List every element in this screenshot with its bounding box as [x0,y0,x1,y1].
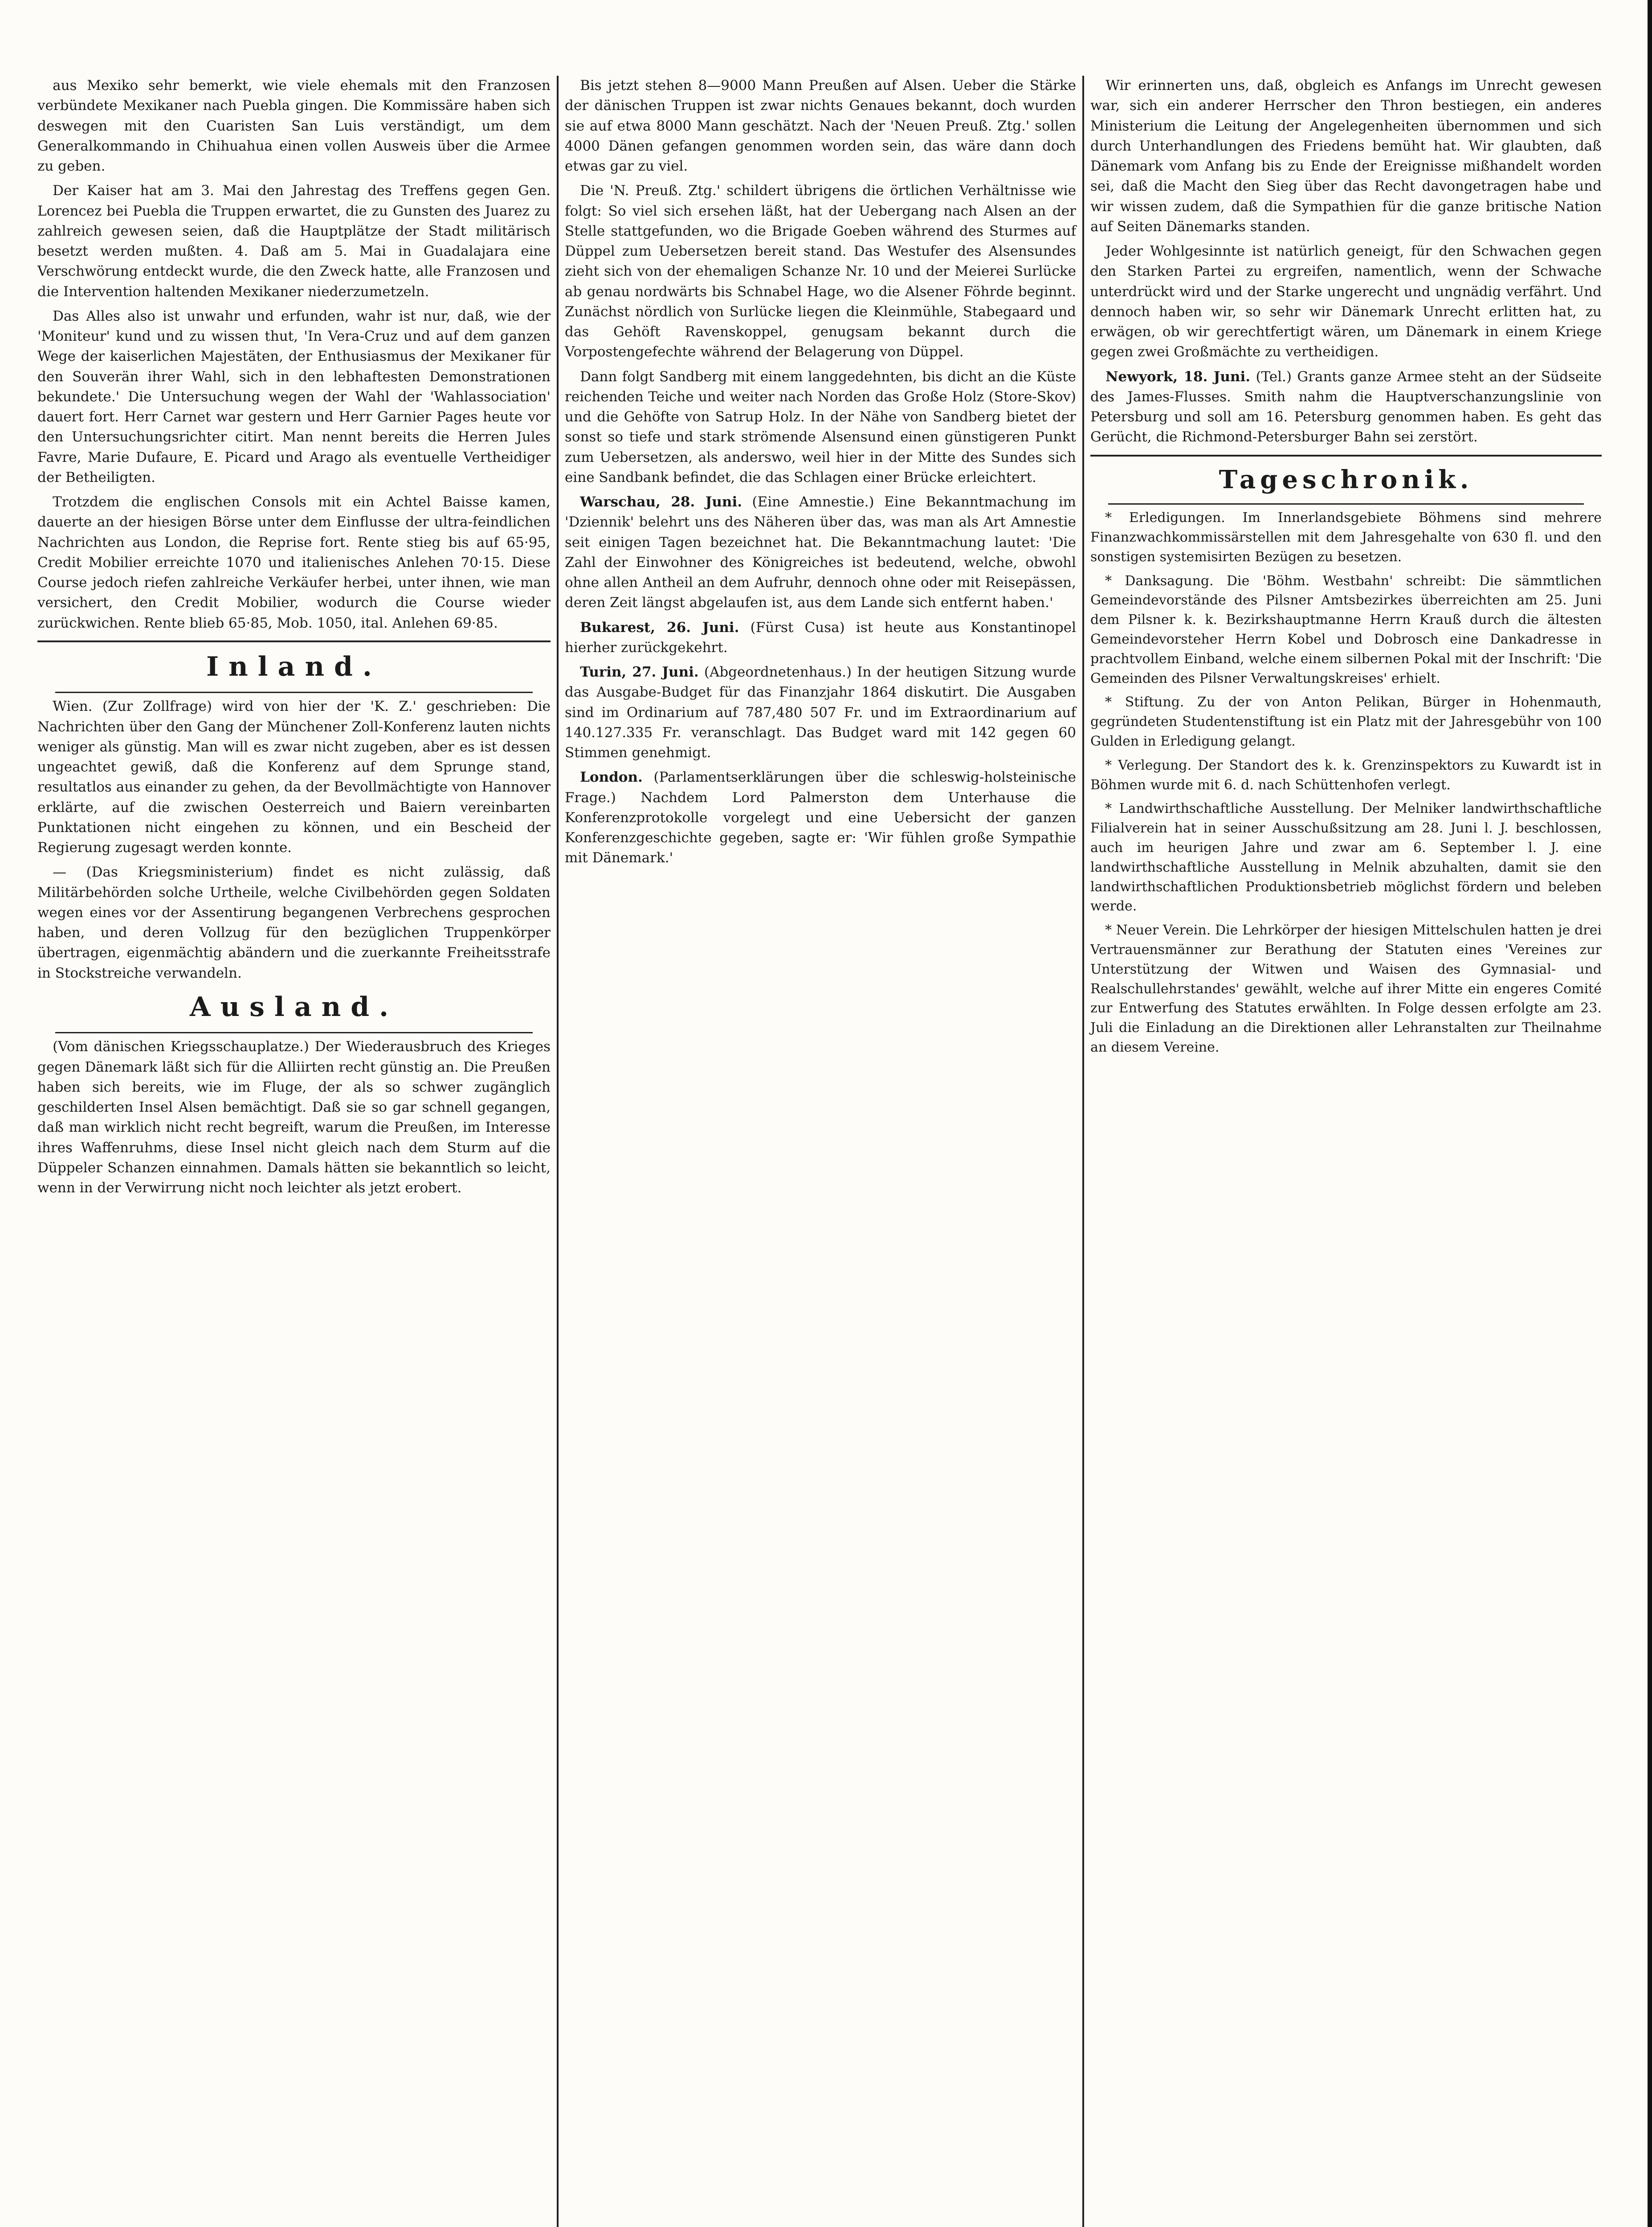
dateline-paragraph [565,492,1076,613]
paragraph: Trotzdem die englischen Consols mit ein Achtel Baisse kamen, dauerte an der hiesigen Börse unter dem Einflusse der ultra-feindlichen Nachrichten aus London, die Reprise fort. Rente stieg bis auf 65·95, Credit Mobilier erreichte 1070 und italienisches Anlehen 70·15. Diese Course jedoch riefen zahlreiche Verkäufer herbei, unter ihnen, wie man versichert, den Credit Mobilier, wodurch die Course wieder zurückwichen. Rente blieb 65·85, Mob. 1050, ital. Anlehen 69·85. [37,494,551,631]
heading-rule [55,692,533,693]
section-heading-inland: Inland. [206,651,382,682]
paragraph: * Danksagung. Die 'Böhm. Westbahn' schreibt: Die sämmtlichen Gemeindevorstände des Pilsner Amtsbezirkes überreichten am 25. Juni dem Pilsner k. k. Bezirkshauptmanne Herrn Krauß durch die ältesten Gemeindevorsteher Herrn Kobel und Dobrosch eine Dankadresse in prachtvollem Einband, welche einem silbernen Pokal mit der Inschrift: 'Die Gemeinden des Pilsner Verwaltungskreises' erhielt. [1090,573,1602,686]
column-left [31,76,557,2227]
paragraph: Wir erinnerten uns, daß, obgleich es Anfangs im Unrecht gewesen war, sich ein anderer Herrscher den Thron bestiegen, ein anderes Ministerium die Leitung der Angelegenheiten übernommen und sich durch Unterhandlungen des Friedens bemüht hat. Wir glaubten, daß Dänemark vom Anfang bis zu Ende der Ereignisse mißhandelt worden sei, daß die Macht den Sieg über das Recht davongetragen habe und wir wissen zudem, daß die Sympathien für die ganze britische Nation auf Seiten Dänemarks standen. [1090,77,1602,235]
paragraph-text: (Eine Amnestie.) Eine Bekanntmachung im 'Dziennik' belehrt uns des Näheren über das, was man als Art Amnestie seit einigen Tagen bezeichnet hat. Die Bekanntmachung lautet: 'Die Zahl der Einwohner des Königreiches ist bedeutend, welche, obwohl ohne allen Antheil an dem Aufruhr, dennoch ohne oder mit Reisepässen, deren Zeit längst abgelaufen ist, aus dem Lande sich entfernt haben.' [565,494,1077,611]
paragraph: Bis jetzt stehen 8—9000 Mann Preußen auf Alsen. Ueber die Stärke der dänischen Truppen ist zwar nichts Genaues bekannt, doch wurden sie auf etwa 8000 Mann geschätzt. Nach der 'Neuen Preuß. Ztg.' sollen 4000 Dänen gefangen genommen worden sein, das wäre dann doch etwas gar zu viel. [565,77,1076,174]
dateline: Warschau, 28. Juni. [580,494,742,510]
paragraph: Das Alles also ist unwahr und erfunden, wahr ist nur, daß, wie der 'Moniteur' kund und zu wissen thut, 'In Vera-Cruz und auf dem ganzen Wege der kaiserlichen Majestäten, der Enthusiasmus der Mexikaner für den Souverän ihrer Wahl, sich in den lebhaftesten Demonstrationen bekundete.' Die Untersuchung wegen der Wahl der 'Wahlassociation' dauert fort. Herr Carnet war gestern und Herr Garnier Pages heute vor den Untersuchungsrichter citirt. Man nennt bereits die Herren Jules Favre, Marie Dufaure, E. Picard und Arago als eventuelle Vertheidiger der Betheiligten. [37,308,551,485]
paragraph-text: (Fürst Cusa) ist heute aus Konstantinopel hierher zurückgekehrt. [565,619,1076,656]
paragraph: Dann folgt Sandberg mit einem langgedehnten, bis dicht an die Küste reichenden Teiche und weiter nach Norden das Große Holz (Store-Skov) und die Gehöfte von Satrup Holz. In der Nähe von Sandberg bietet der sonst so tiefe und stark strömende Alsensund einen günstigeren Punkt zum Uebersetzen, als anderswo, weil hier in der Mitte des Sundes sich eine Sandbank befindet, die das Schlagen einer Brücke erleichtert. [565,368,1076,485]
dateline: Turin, 27. Juni. [580,664,699,680]
paragraph: Der Kaiser hat am 3. Mai den Jahrestag des Treffens gegen Gen. Lorencez bei Puebla die Truppen erwartet, die zu Gunsten des Juarez zu zahlreich gewesen seien, daß die Hauptplätze der Stadt militärisch besetzt werden mußten. 4. Daß am 5. Mai in Guadalajara eine Verschwörung entdeckt wurde, die den Zweck hatte, alle Franzosen und die Intervention haltenden Mexikaner niederzumetzeln. [37,183,551,300]
paragraph: — (Das Kriegsministerium) findet es nicht zulässig, daß Militärbehörden solche Urtheile, welche Civilbehörden gegen Soldaten wegen eines vor der Assentirung begangenen Verbrechens gesprochen haben, und deren Vollzug für den bezüglichen Truppenkörper übertragen, eigenmächtig abändern und die zuerkannte Freiheitsstrafe in Stockstreiche verwandeln. [37,864,551,981]
paragraph: * Stiftung. Zu der von Anton Pelikan, Bürger in Hohenmauth, gegründeten Studentenstiftung ist ein Platz mit der Jahresgebühr von 100 Gulden in Erledigung gelangt. [1090,694,1602,750]
paragraph: * Erledigungen. Im Innerlandsgebiete Böhmens sind mehrere Finanzwachkommissärstellen mit dem Jahresgehalte von 630 fl. und den sonstigen systemisirten Bezügen zu besetzen. [1090,510,1602,565]
paragraph: * Neuer Verein. Die Lehrkörper der hiesigen Mittelschulen hatten je drei Vertrauensmänner zur Berathung der Statuten eines 'Vereines zur Unterstützung der Witwen und Waisen des Gymnasial- und Realschullehrstandes' gewählt, welche auf ihrer Mitte ein engeres Comité zur Entwerfung des Statutes erwählten. In Folge dessen erfolgte am 23. Juli die Einladung an die Direktionen aller Lehranstalten zur Theilnahme an diesem Vereine. [1090,922,1602,1055]
dateline-paragraph [565,618,1076,658]
paragraph-text: (Abgeordnetenhaus.) In der heutigen Sitzung wurde das Ausgabe-Budget für das Finanzjahr 1864 diskutirt. Die Ausgaben sind im Ordinarium auf 787,480 507 Fr. und im Extraordinarium auf 140.127.335 Fr. veranschlagt. Das Budget ward mit 142 gegen 60 Stimmen genehmigt. [565,664,1076,761]
paragraph: Wien. (Zur Zollfrage) wird von hier der 'K. Z.' geschrieben: Die Nachrichten über den Gang der Münchener Zoll-Konferenz lauten nichts weniger als günstig. Man will es zwar nicht zugeben, aber es ist dessen ungeachtet gewiß, daß die Konferenz auf dem Sprunge stand, resultatlos aus einander zu gehen, da der Bevollmächtigte von Hannover erklärte, auf die zwischen Oesterreich und Baiern vereinbarten Punktationen nicht eingehen zu können, und ein Bescheid der Regierung zugesagt werden konnte. [37,698,551,856]
section-divider [37,640,551,642]
paragraph: Jeder Wohlgesinnte ist natürlich geneigt, für den Schwachen gegen den Starken Partei zu ergreifen, namentlich, wenn der Schwache unterdrückt wird und der Starke ungerecht und ungnädig verfährt. Und dennoch haben wir, so sehr wir Dänemark Unrecht erlitten hat, zu erwägen, ob wir gerechtfertigt wären, um Dänemark in einem Kriege gegen zwei Großmächte zu vertheidigen. [1090,243,1602,360]
columns [31,76,1621,2227]
dateline-paragraph [1090,367,1602,448]
heading-rule [1108,503,1584,505]
heading-rule [55,1032,533,1033]
paragraph-text: (Parlamentserklärungen über die schleswig-holsteinische Frage.) Nachdem Lord Palmerston dem Unterhause die Konferenzprotokolle vorgelegt und eine Uebersicht der ganzen Konferenzgeschichte gegeben, sagte er: 'Wir fühlen große Sympathie mit Dänemark.' [565,769,1076,866]
dateline: Newyork, 18. Juni. [1105,368,1251,385]
column-middle [557,76,1082,2227]
dateline-paragraph [565,767,1076,868]
section-heading-ausland: Ausland. [189,991,399,1023]
paragraph: (Vom dänischen Kriegsschauplatze.) Der Wiederausbruch des Krieges gegen Dänemark läßt sich für die Alliirten recht günstig an. Die Preußen haben sich bereits, wie im Fluge, der als so schwer zugänglich geschilderten Insel Alsen bemächtigt. Daß sie so gar schnell gegangen, daß man wirklich nicht recht begreift, warum die Preußen, im Interesse ihres Waffenruhms, diese Insel nicht gleich nach dem Sturm auf die Düppeler Schanzen einnahmen. Damals hätten sie bekanntlich so leicht, wenn in der Verwirrung nicht noch leichter als jetzt erobert. [37,1039,551,1196]
section-heading-tageschronik: Tageschronik. [1219,465,1473,494]
dateline-paragraph [565,662,1076,763]
column-right [1082,76,1608,2227]
section-divider [1090,455,1602,457]
paragraph-text: (Tel.) Grants ganze Armee steht an der Südseite des James-Flusses. Smith nahm die Hauptverschanzungslinie von Petersburg und soll am 16. Petersburg genommen haben. Es geht das Gerücht, die Richmond-Petersburger Bahn sei zerstört. [1090,368,1602,445]
paragraph: * Verlegung. Der Standort des k. k. Grenzinspektors zu Kuwardt ist in Böhmen wurde mit 6. d. nach Schüttenhofen verlegt. [1090,757,1602,793]
paragraph: Die 'N. Preuß. Ztg.' schildert übrigens die örtlichen Verhältnisse wie folgt: So viel sich ersehen läßt, hat der Uebergang nach Alsen an der Stelle stattgefunden, wo die Brigade Goeben während des Sturmes auf Düppel zum Uebersetzen bereit stand. Das Westufer des Alsensundes zieht sich von der ehemaligen Schanze Nr. 10 und der Meierei Surlücke ab genau nordwärts bis Schnabel Hage, wo die Alsener Föhrde beginnt. Zunächst nördlich von Surlücke liegen die Kleinmühle, Stabegaard und das Gehöft Ravenskoppel, genugsam bekannt durch die Vorpostengefechte während der Belagerung von Düppel. [565,183,1076,360]
dateline: London. [580,769,643,786]
paragraph: aus Mexiko sehr bemerkt, wie viele ehemals mit den Franzosen verbündete Mexikaner nach Puebla gingen. Die Kommissäre haben sich deswegen mit den Cuaristen San Luis verständigt, um dem Generalkommando in Chihuahua einen vollen Ausweis über die Armee zu geben. [37,77,551,174]
dateline: Bukarest, 26. Juni. [580,619,739,636]
paragraph: * Landwirthschaftliche Ausstellung. Der Melniker landwirthschaftliche Filialverein hat in seiner Ausschußsitzung am 28. Juni l. J. beschlossen, auch im heurigen Jahre und zwar am 6. September l. J. eine landwirthschaftliche Ausstellung in Melnik abzuhalten, damit sie den landwirthschaftlichen Produktionsbetrieb möglichst fördern und beleben werde. [1090,801,1602,914]
